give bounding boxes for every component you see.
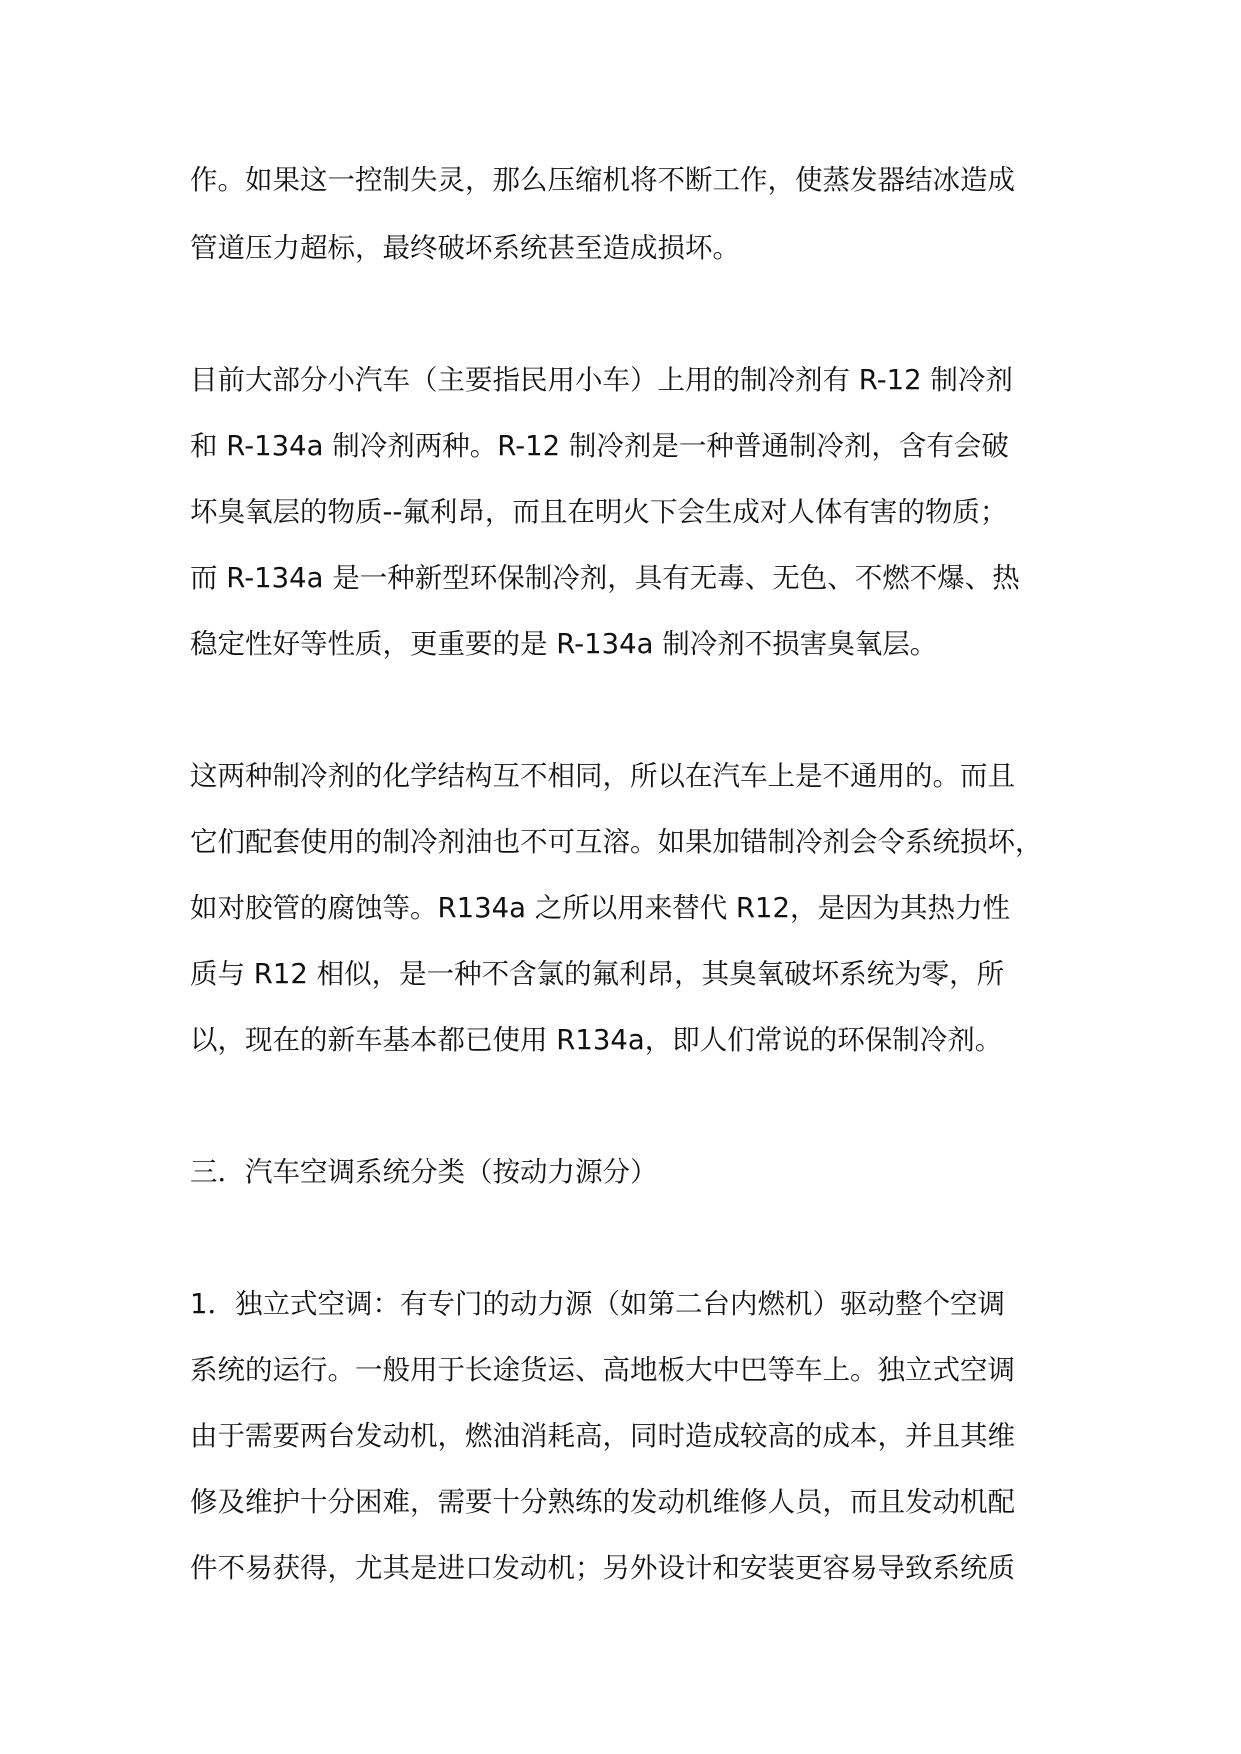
text-line: 1．独立式空调：有专门的动力源（如第二台内燃机）驱动整个空调 xyxy=(190,1288,1005,1320)
text-line: 坏臭氧层的物质--氟利昂，而且在明火下会生成对人体有害的物质； xyxy=(190,496,1008,528)
section-heading-text: 三．汽车空调系统分类（按动力源分） xyxy=(190,1156,658,1188)
text-line: 和 R-134a 制冷剂两种。R-12 制冷剂是一种普通制冷剂，含有会破 xyxy=(190,430,1009,462)
text-line: 而 R-134a 是一种新型环保制冷剂，具有无毒、无色、不燃不爆、热 xyxy=(190,562,1020,594)
text-line: 以，现在的新车基本都已使用 R134a，即人们常说的环保制冷剂。 xyxy=(190,1024,1003,1056)
text-line: 质与 R12 相似，是一种不含氯的氟利昂，其臭氧破坏系统为零，所 xyxy=(190,958,1005,990)
text-line: 它们配套使用的制冷剂油也不可互溶。如果加错制冷剂会令系统损坏， xyxy=(190,826,1043,858)
text-line: 件不易获得，尤其是进口发动机；另外设计和安装更容易导致系统质 xyxy=(190,1552,1015,1584)
text-line: 目前大部分小汽车（主要指民用小车）上用的制冷剂有 R-12 制冷剂 xyxy=(190,364,1013,396)
text-line: 管道压力超标，最终破坏系统甚至造成损坏。 xyxy=(190,232,740,264)
text-line: 系统的运行。一般用于长途货运、高地板大中巴等车上。独立式空调 xyxy=(190,1354,1015,1386)
text-line: 如对胶管的腐蚀等。R134a 之所以用来替代 R12，是因为其热力性 xyxy=(190,892,1011,924)
text-line: 作。如果这一控制失灵，那么压缩机将不断工作，使蒸发器结冰造成 xyxy=(190,164,1015,196)
text-line: 这两种制冷剂的化学结构互不相同，所以在汽车上是不通用的。而且 xyxy=(190,760,1015,792)
text-line: 修及维护十分困难，需要十分熟练的发动机维修人员，而且发动机配 xyxy=(190,1486,1015,1518)
text-line: 稳定性好等性质，更重要的是 R-134a 制冷剂不损害臭氧层。 xyxy=(190,628,938,660)
text-line: 由于需要两台发动机，燃油消耗高，同时造成较高的成本，并且其维 xyxy=(190,1420,1015,1452)
